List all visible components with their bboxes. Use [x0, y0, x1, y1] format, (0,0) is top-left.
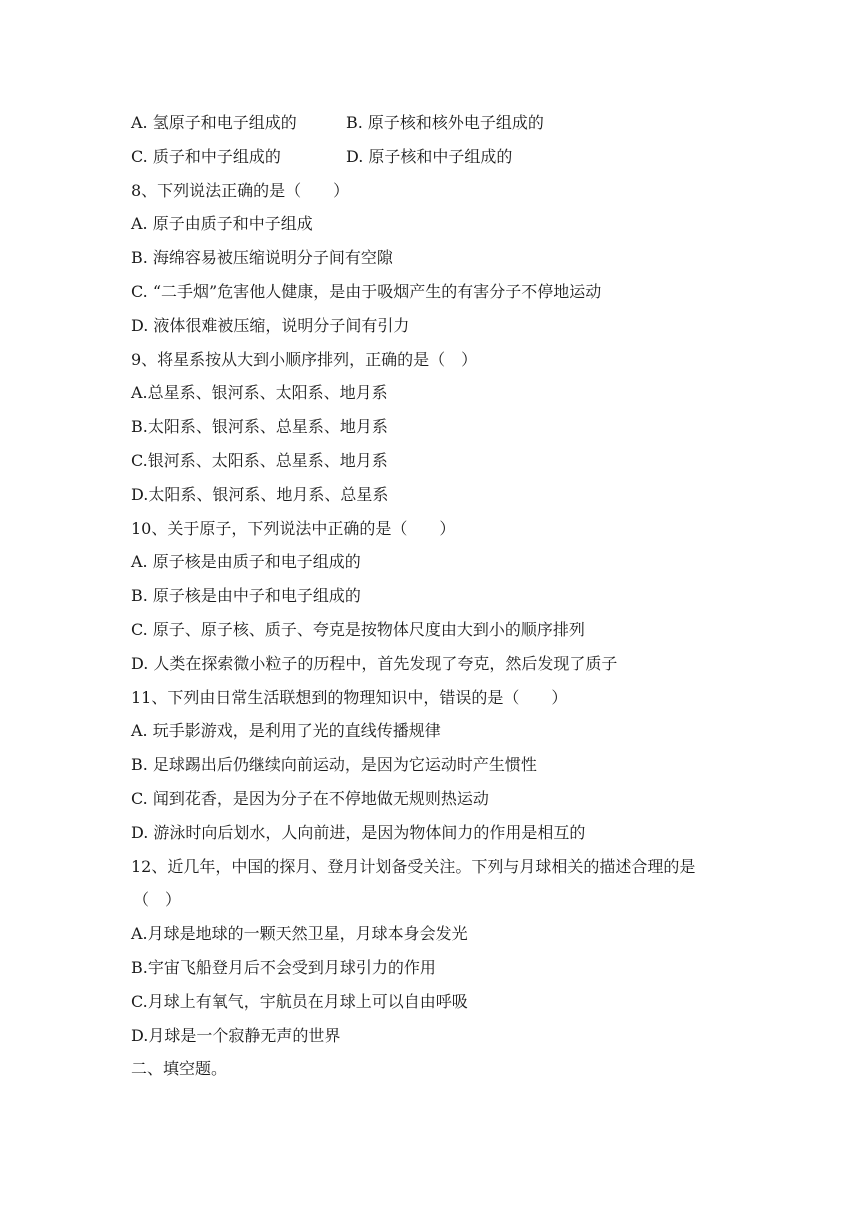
q7-option-d: D. 原子核和中子组成的: [346, 146, 513, 166]
q11-option-a: A. 玩手影游戏，是利用了光的直线传播规律: [131, 721, 441, 741]
q10-option-c: C. 原子、原子核、质子、夸克是按物体尺度由大到小的顺序排列: [131, 619, 585, 639]
q9-option-a: A.总星系、银河系、太阳系、地月系: [131, 383, 388, 403]
q12-option-b: B.宇宙飞船登月后不会受到月球引力的作用: [131, 957, 436, 977]
q8-stem: 8、下列说法正确的是（ ）: [131, 180, 350, 200]
q7-option-c: C. 质子和中子组成的: [131, 146, 281, 166]
q8-option-d: D. 液体很难被压缩，说明分子间有引力: [131, 315, 410, 335]
question-list: [131, 106, 751, 1086]
q11-stem: 11、下列由日常生活联想到的物理知识中，错误的是（ ）: [131, 687, 568, 707]
q10-option-d: D. 人类在探索微小粒子的历程中，首先发现了夸克，然后发现了质子: [131, 653, 618, 673]
q9-option-d: D.太阳系、银河系、地月系、总星系: [131, 484, 389, 504]
q10-option-a: A. 原子核是由质子和电子组成的: [131, 552, 361, 572]
q8-option-c: C. “二手烟”危害他人健康，是由于吸烟产生的有害分子不停地运动: [131, 281, 602, 301]
q9-stem: 9、将星系按从大到小顺序排列，正确的是（ ）: [131, 349, 478, 369]
section-heading-fill-in: 二、填空题。: [131, 1059, 228, 1079]
q7-option-a: A. 氢原子和电子组成的: [131, 113, 297, 132]
q11-option-b: B. 足球踢出后仍继续向前运动，是因为它运动时产生惯性: [131, 755, 537, 775]
q10-option-b: B. 原子核是由中子和电子组成的: [131, 586, 361, 606]
q8-option-a: A. 原子由质子和中子组成: [131, 214, 313, 234]
q11-option-c: C. 闻到花香，是因为分子在不停地做无规则热运动: [131, 788, 489, 808]
q9-option-c: C.银河系、太阳系、总星系、地月系: [131, 450, 388, 470]
q7-options-row-1: [131, 106, 751, 140]
q12-option-a: A.月球是地球的一颗天然卫星，月球本身会发光: [131, 924, 468, 944]
q10-stem: 10、关于原子，下列说法中正确的是（ ）: [131, 518, 456, 538]
q7-options-row-2: [131, 140, 751, 174]
q7-option-b: B. 原子核和核外电子组成的: [346, 113, 544, 132]
q8-option-b: B. 海绵容易被压缩说明分子间有空隙: [131, 248, 393, 268]
q12-stem: 12、近几年，中国的探月、登月计划备受关注。下列与月球相关的描述合理的是: [131, 856, 696, 876]
q11-option-d: D. 游泳时向后划水，人向前进，是因为物体间力的作用是相互的: [131, 822, 586, 842]
q12-option-d: D.月球是一个寂静无声的世界: [131, 1025, 341, 1045]
q12-stem-paren: （ ）: [133, 890, 182, 910]
q9-option-b: B.太阳系、银河系、总星系、地月系: [131, 417, 388, 437]
q12-option-c: C.月球上有氧气，宇航员在月球上可以自由呼吸: [131, 991, 468, 1011]
